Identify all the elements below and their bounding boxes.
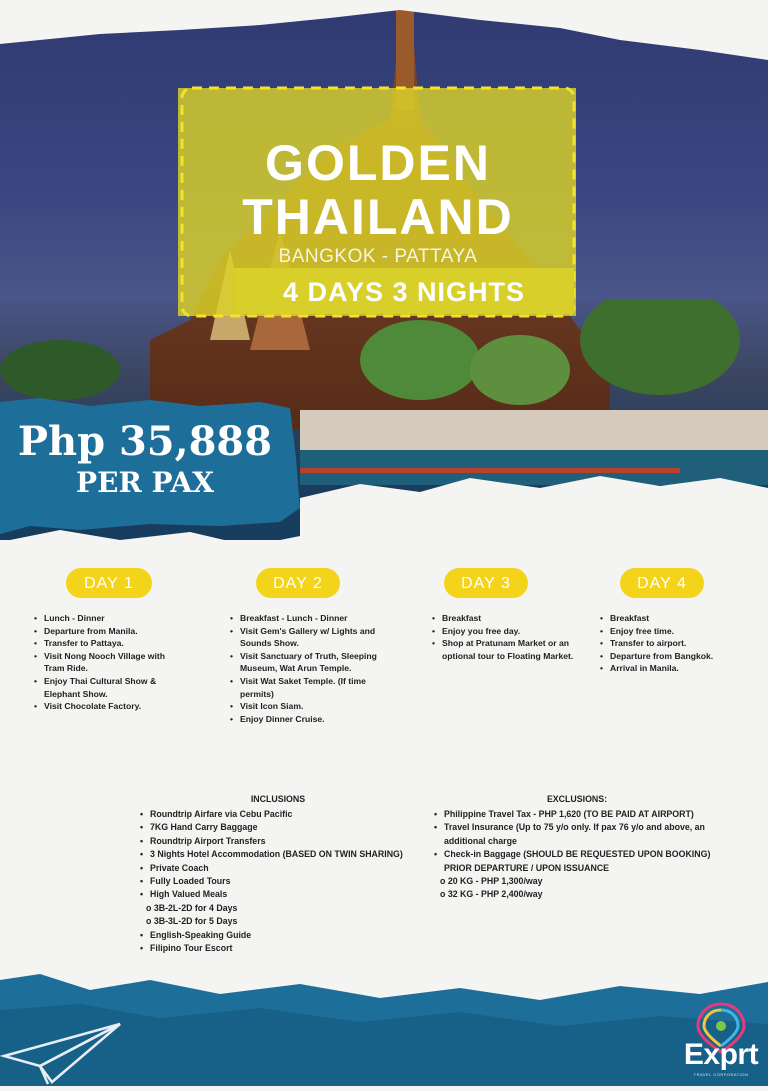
list-item: • Lunch - Dinner (44, 612, 180, 625)
day-1-list (30, 612, 180, 713)
torn-paper-middle (0, 470, 768, 560)
day-1-pill: DAY 1 (66, 568, 152, 598)
brand-name: Exprt (683, 1038, 759, 1071)
list-item: • Visit Wat Saket Temple. (If time permits) (240, 675, 386, 700)
list-item: • English-Speaking Guide (150, 929, 418, 942)
list-item: • Visit Icon Siam. (240, 700, 386, 713)
paper-plane-icon (0, 1020, 140, 1086)
list-item: • Enjoy Thai Cultural Show & Elephant Show. (44, 675, 180, 700)
day-3-column (428, 568, 578, 662)
list-item: • Arrival in Manila. (610, 662, 736, 675)
list-item: • Transfer to Pattaya. (44, 637, 180, 650)
list-item: • Shop at Pratunam Market or an optional tour to Floating Market. (442, 637, 578, 662)
price-unit: PER PAX (76, 466, 214, 499)
inclusions-section (138, 794, 418, 955)
exclusions-heading: EXCLUSIONS: (546, 794, 608, 804)
duration-banner: 4 DAYS 3 NIGHTS (234, 268, 574, 314)
exclusions-section (432, 794, 722, 902)
list-item: • 3 Nights Hotel Accommodation (BASED ON TWIN SHARING) (150, 848, 418, 861)
list-item: • Visit Chocolate Factory. (44, 700, 180, 713)
list-item: o 3B-3L-2D for 5 Days (146, 916, 238, 927)
destination-subtitle: BANGKOK - PATTAYA (278, 246, 478, 267)
list-item: • Travel Insurance (Up to 75 y/o only. If pax 76 y/o and above, an additional charge (444, 821, 722, 848)
day-2-column (226, 568, 386, 725)
day-4-list (596, 612, 736, 675)
list-item: • Visit Gem's Gallery w/ Lights and Sounds Show. (240, 625, 386, 650)
day-4-column (596, 568, 736, 675)
inclusions-heading: INCLUSIONS (250, 794, 306, 804)
list-item: • 7KG Hand Carry Baggage (150, 821, 418, 834)
brand-tagline: TRAVEL CORPORATION (693, 1072, 749, 1077)
list-item: • Enjoy Dinner Cruise. (240, 713, 386, 726)
list-item: • Filipino Tour Escort (150, 942, 418, 955)
list-item: • Philippine Travel Tax - PHP 1,620 (TO BE PAID AT AIRPORT) (444, 808, 722, 821)
list-item: • Private Coach (150, 862, 418, 875)
list-item: • Roundtrip Airfare via Cebu Pacific (150, 808, 418, 821)
list-item: • Transfer to airport. (610, 637, 736, 650)
day-3-list (428, 612, 578, 662)
list-item: • Breakfast - Lunch - Dinner (240, 612, 386, 625)
list-item: • Roundtrip Airport Transfers (150, 835, 418, 848)
list-item: o 20 KG - PHP 1,300/way (440, 876, 543, 887)
day-2-list (226, 612, 386, 725)
list-item: • Enjoy free time. (610, 625, 736, 638)
list-item: o 3B-2L-2D for 4 Days (146, 902, 238, 913)
list-item: • Breakfast (610, 612, 736, 625)
list-item: o 32 KG - PHP 2,400/way (440, 889, 543, 900)
day-3-pill: DAY 3 (444, 568, 528, 598)
day-1-column (30, 568, 180, 713)
title-thailand: THAILAND (242, 189, 514, 245)
list-item: • Fully Loaded Tours (150, 875, 418, 888)
exclusions-list (432, 808, 722, 902)
title-golden: GOLDEN (265, 135, 491, 191)
list-item: • Departure from Manila. (44, 625, 180, 638)
inclusions-list (138, 808, 418, 955)
day-2-pill: DAY 2 (256, 568, 340, 598)
list-item: • Breakfast (442, 612, 578, 625)
list-item: • Visit Nong Nooch Village with Tram Ride. (44, 650, 180, 675)
price-amount: Php 35,888 (17, 418, 273, 465)
list-item: • High Valued Meals (150, 888, 418, 901)
list-item: • Departure from Bangkok. (610, 650, 736, 663)
torn-paper-top (0, 0, 768, 60)
list-item: • Enjoy you free day. (442, 625, 578, 638)
list-item: • Visit Sanctuary of Truth, Sleeping Museum, Wat Arun Temple. (240, 650, 386, 675)
day-4-pill: DAY 4 (620, 568, 704, 598)
list-item: • Check-in Baggage (SHOULD BE REQUESTED UPON BOOKING) PRIOR DEPARTURE / UPON ISSUANCE (444, 848, 722, 875)
